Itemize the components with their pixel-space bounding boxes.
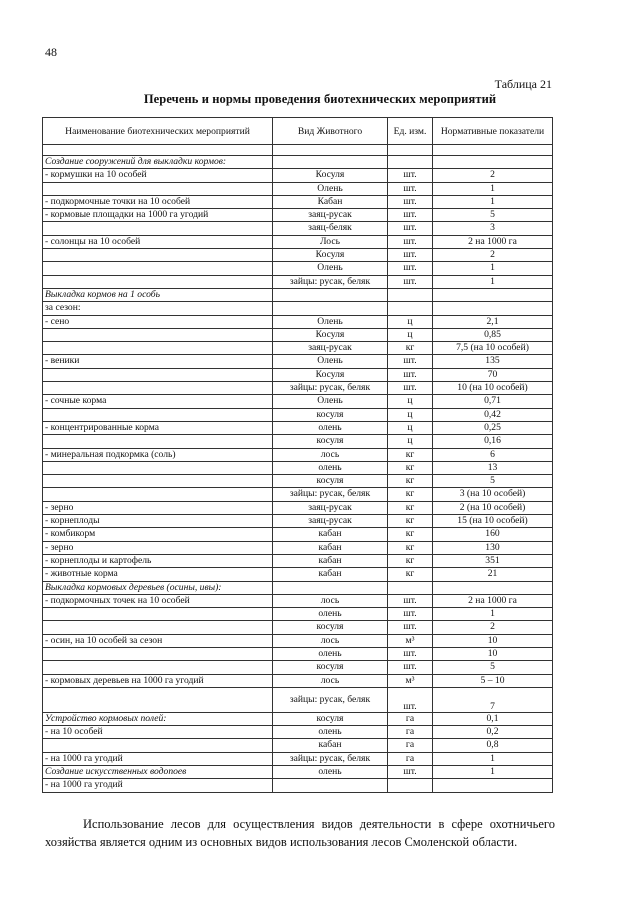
cell-animal: олень (273, 647, 388, 660)
cell-unit: кг (388, 342, 433, 355)
cell-norm: 70 (433, 368, 553, 381)
cell-unit: шт. (388, 687, 433, 712)
table-row (43, 475, 553, 488)
cell-unit: шт. (388, 209, 433, 222)
cell-norm: 135 (433, 355, 553, 368)
cell-norm: 1 (433, 608, 553, 621)
cell-animal: заяц-русак (273, 501, 388, 514)
cell-name: - на 1000 га угодий (43, 752, 273, 765)
cell-name: - веники (43, 355, 273, 368)
cell-animal: зайцы: русак, беляк (273, 382, 388, 395)
cell-norm: 3 (на 10 особей) (433, 488, 553, 501)
cell-name (43, 222, 273, 235)
cell-norm: 351 (433, 554, 553, 567)
cell-norm: 15 (на 10 особей) (433, 515, 553, 528)
cell-unit (388, 302, 433, 315)
cell-unit: ц (388, 315, 433, 328)
cell-norm: 1 (433, 766, 553, 779)
cell-norm: 0,25 (433, 421, 553, 434)
cell-unit: кг (388, 448, 433, 461)
cell-norm: 2 (433, 621, 553, 634)
cell-animal: кабан (273, 528, 388, 541)
cell-animal: заяц-беляк (273, 222, 388, 235)
cell-unit: кг (388, 515, 433, 528)
cell-animal: кабан (273, 541, 388, 554)
cell-animal (273, 288, 388, 301)
cell-norm: 0,8 (433, 739, 553, 752)
cell-animal: зайцы: русак, беляк (273, 687, 388, 712)
table-row (43, 235, 553, 248)
cell-unit (388, 779, 433, 792)
table-row (43, 195, 553, 208)
table-row (43, 568, 553, 581)
cell-norm: 0,71 (433, 395, 553, 408)
table-row (43, 674, 553, 687)
cell-animal (273, 581, 388, 594)
cell-animal: косуля (273, 408, 388, 421)
cell-unit: шт. (388, 262, 433, 275)
cell-animal: кабан (273, 739, 388, 752)
cell-name: - зерно (43, 501, 273, 514)
cell-norm: 5 (433, 661, 553, 674)
cell-norm: 1 (433, 275, 553, 288)
table-row (43, 541, 553, 554)
cell-unit: кг (388, 475, 433, 488)
table-spacer-row (43, 145, 553, 156)
header-name: Наименование биотехнических мероприятий (43, 118, 273, 145)
table-row (43, 726, 553, 739)
cell-norm: 5 (433, 209, 553, 222)
table-row (43, 515, 553, 528)
cell-animal: лось (273, 594, 388, 607)
table-row (43, 355, 553, 368)
cell-unit: шт. (388, 382, 433, 395)
cell-unit: шт. (388, 249, 433, 262)
cell-unit: га (388, 752, 433, 765)
cell-norm: 0,85 (433, 328, 553, 341)
cell-animal: Кабан (273, 195, 388, 208)
cell-norm: 10 (433, 634, 553, 647)
table-row (43, 448, 553, 461)
table-row (43, 687, 553, 712)
cell-unit: шт. (388, 355, 433, 368)
cell-unit: кг (388, 554, 433, 567)
cell-animal: лось (273, 634, 388, 647)
cell-animal: Олень (273, 395, 388, 408)
table-row (43, 461, 553, 474)
cell-unit: ц (388, 408, 433, 421)
cell-unit: м³ (388, 674, 433, 687)
cell-animal: Олень (273, 355, 388, 368)
cell-animal: Лось (273, 235, 388, 248)
table-row (43, 382, 553, 395)
cell-norm: 7 (433, 687, 553, 712)
table-row (43, 368, 553, 381)
cell-unit: ц (388, 395, 433, 408)
cell-norm: 10 (433, 647, 553, 660)
cell-norm (433, 779, 553, 792)
cell-name: - корнеплоды и картофель (43, 554, 273, 567)
cell-animal: косуля (273, 435, 388, 448)
header-unit: Ед. изм. (388, 118, 433, 145)
cell-norm (433, 288, 553, 301)
cell-name (43, 608, 273, 621)
cell-name: - сочные корма (43, 395, 273, 408)
cell-norm: 7,5 (на 10 особей) (433, 342, 553, 355)
cell-name: - осин, на 10 особей за сезон (43, 634, 273, 647)
cell-norm: 0,16 (433, 435, 553, 448)
closing-paragraph: Использование лесов для осуществления видов деятельности в сфере охотничьего хозяйства является одним из основных видов использования лесов Смоленской области. (45, 816, 555, 849)
cell-norm: 6 (433, 448, 553, 461)
cell-name (43, 488, 273, 501)
cell-animal: косуля (273, 712, 388, 725)
cell-animal: Косуля (273, 328, 388, 341)
table-row (43, 581, 553, 594)
cell-animal: Косуля (273, 368, 388, 381)
cell-name: Создание сооружений для выкладки кормов: (43, 156, 273, 169)
page-number: 48 (45, 45, 57, 59)
cell-unit: га (388, 712, 433, 725)
table-row (43, 209, 553, 222)
cell-name (43, 435, 273, 448)
cell-animal: Косуля (273, 249, 388, 262)
cell-unit: шт. (388, 594, 433, 607)
cell-name: - солонцы на 10 особей (43, 235, 273, 248)
table-row (43, 634, 553, 647)
cell-norm: 2 на 1000 га (433, 235, 553, 248)
cell-unit: ц (388, 435, 433, 448)
cell-name (43, 739, 273, 752)
cell-unit: шт. (388, 182, 433, 195)
table-row (43, 262, 553, 275)
header-norm: Нормативные показатели (433, 118, 553, 145)
cell-unit (388, 156, 433, 169)
table-row (43, 661, 553, 674)
table-header-row (43, 118, 553, 145)
cell-animal: заяц-русак (273, 515, 388, 528)
cell-unit: ц (388, 421, 433, 434)
table-row (43, 222, 553, 235)
cell-norm: 130 (433, 541, 553, 554)
cell-animal: Косуля (273, 169, 388, 182)
cell-animal: зайцы: русак, беляк (273, 752, 388, 765)
cell-name: - на 10 особей (43, 726, 273, 739)
cell-animal: зайцы: русак, беляк (273, 275, 388, 288)
cell-animal: заяц-русак (273, 342, 388, 355)
cell-unit (388, 288, 433, 301)
cell-norm: 2 (433, 249, 553, 262)
cell-norm: 1 (433, 182, 553, 195)
cell-name (43, 621, 273, 634)
table-row (43, 315, 553, 328)
cell-animal: олень (273, 726, 388, 739)
cell-name (43, 249, 273, 262)
table-row (43, 395, 553, 408)
cell-name: - концентрированные корма (43, 421, 273, 434)
table-title: Перечень и нормы проведения биотехнических мероприятий (143, 92, 497, 106)
cell-unit: шт. (388, 647, 433, 660)
cell-unit: м³ (388, 634, 433, 647)
cell-animal: зайцы: русак, беляк (273, 488, 388, 501)
cell-animal: Олень (273, 182, 388, 195)
cell-name: Выкладка кормовых деревьев (осины, ивы): (43, 581, 273, 594)
table-row (43, 156, 553, 169)
cell-animal: заяц-русак (273, 209, 388, 222)
cell-norm: 1 (433, 752, 553, 765)
cell-norm: 3 (433, 222, 553, 235)
cell-unit: кг (388, 528, 433, 541)
cell-animal: олень (273, 766, 388, 779)
cell-name: - кормушки на 10 особей (43, 169, 273, 182)
cell-animal: лось (273, 448, 388, 461)
cell-unit: кг (388, 501, 433, 514)
cell-unit: шт. (388, 608, 433, 621)
cell-name: за сезон: (43, 302, 273, 315)
table-body (43, 145, 553, 793)
table-row (43, 621, 553, 634)
cell-name (43, 182, 273, 195)
cell-norm: 160 (433, 528, 553, 541)
table-row (43, 712, 553, 725)
cell-name: - животные корма (43, 568, 273, 581)
cell-norm: 13 (433, 461, 553, 474)
table-row (43, 302, 553, 315)
cell-name: - на 1000 га угодий (43, 779, 273, 792)
cell-name (43, 328, 273, 341)
cell-unit (388, 581, 433, 594)
table-row (43, 288, 553, 301)
table-label: Таблица 21 (494, 77, 552, 91)
cell-animal (273, 156, 388, 169)
cell-name: - зерно (43, 541, 273, 554)
cell-name: - кормовые площадки на 1000 га угодий (43, 209, 273, 222)
table-row (43, 594, 553, 607)
cell-norm: 1 (433, 262, 553, 275)
cell-norm: 2 на 1000 га (433, 594, 553, 607)
cell-name: Выкладка кормов на 1 особь (43, 288, 273, 301)
cell-unit: кг (388, 461, 433, 474)
cell-animal: лось (273, 674, 388, 687)
header-animal: Вид Животного (273, 118, 388, 145)
cell-norm (433, 156, 553, 169)
table-row (43, 408, 553, 421)
biotechnical-measures-table (42, 117, 553, 793)
cell-unit: кг (388, 488, 433, 501)
cell-unit: шт. (388, 368, 433, 381)
cell-norm (433, 581, 553, 594)
table-row (43, 608, 553, 621)
cell-name (43, 661, 273, 674)
table-row (43, 752, 553, 765)
cell-animal: Олень (273, 262, 388, 275)
cell-name (43, 368, 273, 381)
cell-name: - подкормочных точек на 10 особей (43, 594, 273, 607)
cell-norm (433, 302, 553, 315)
cell-name (43, 342, 273, 355)
cell-animal: косуля (273, 475, 388, 488)
cell-name (43, 475, 273, 488)
cell-animal: косуля (273, 621, 388, 634)
table-row (43, 328, 553, 341)
cell-norm: 0,42 (433, 408, 553, 421)
cell-name (43, 687, 273, 712)
table-row (43, 647, 553, 660)
cell-norm: 0,1 (433, 712, 553, 725)
cell-unit: шт. (388, 222, 433, 235)
table-row (43, 342, 553, 355)
cell-animal: кабан (273, 554, 388, 567)
cell-animal (273, 779, 388, 792)
cell-name: - кормовых деревьев на 1000 га угодий (43, 674, 273, 687)
table-row (43, 501, 553, 514)
cell-unit: шт. (388, 195, 433, 208)
cell-name (43, 461, 273, 474)
cell-name: Создание искусственных водопоев (43, 766, 273, 779)
cell-norm: 5 (433, 475, 553, 488)
cell-unit: шт. (388, 661, 433, 674)
table-row (43, 435, 553, 448)
cell-name: - корнеплоды (43, 515, 273, 528)
cell-unit: шт. (388, 621, 433, 634)
table-row (43, 249, 553, 262)
cell-unit: кг (388, 568, 433, 581)
cell-norm: 5 – 10 (433, 674, 553, 687)
cell-name (43, 647, 273, 660)
cell-name (43, 382, 273, 395)
cell-animal: косуля (273, 661, 388, 674)
cell-norm: 1 (433, 195, 553, 208)
cell-norm: 10 (на 10 особей) (433, 382, 553, 395)
cell-norm: 21 (433, 568, 553, 581)
cell-animal: олень (273, 461, 388, 474)
cell-norm: 2,1 (433, 315, 553, 328)
table-row (43, 421, 553, 434)
cell-unit: шт. (388, 235, 433, 248)
cell-name (43, 408, 273, 421)
cell-name (43, 262, 273, 275)
cell-unit: кг (388, 541, 433, 554)
cell-unit: га (388, 739, 433, 752)
table-row (43, 182, 553, 195)
cell-name: - минеральная подкормка (соль) (43, 448, 273, 461)
table-row (43, 488, 553, 501)
cell-name: - подкормочные точки на 10 особей (43, 195, 273, 208)
table-row (43, 779, 553, 792)
table-row (43, 554, 553, 567)
cell-unit: га (388, 726, 433, 739)
cell-unit: шт. (388, 169, 433, 182)
cell-norm: 2 (на 10 особей) (433, 501, 553, 514)
table-row (43, 528, 553, 541)
cell-animal (273, 302, 388, 315)
cell-unit: шт. (388, 766, 433, 779)
cell-norm: 0,2 (433, 726, 553, 739)
cell-name: Устройство кормовых полей: (43, 712, 273, 725)
cell-unit: шт. (388, 275, 433, 288)
cell-norm: 2 (433, 169, 553, 182)
cell-animal: олень (273, 608, 388, 621)
table-row (43, 169, 553, 182)
cell-name: - сено (43, 315, 273, 328)
cell-animal: кабан (273, 568, 388, 581)
table-row (43, 275, 553, 288)
table-row (43, 739, 553, 752)
cell-animal: олень (273, 421, 388, 434)
cell-name (43, 275, 273, 288)
cell-animal: Олень (273, 315, 388, 328)
table-row (43, 766, 553, 779)
cell-name: - комбикорм (43, 528, 273, 541)
cell-unit: ц (388, 328, 433, 341)
